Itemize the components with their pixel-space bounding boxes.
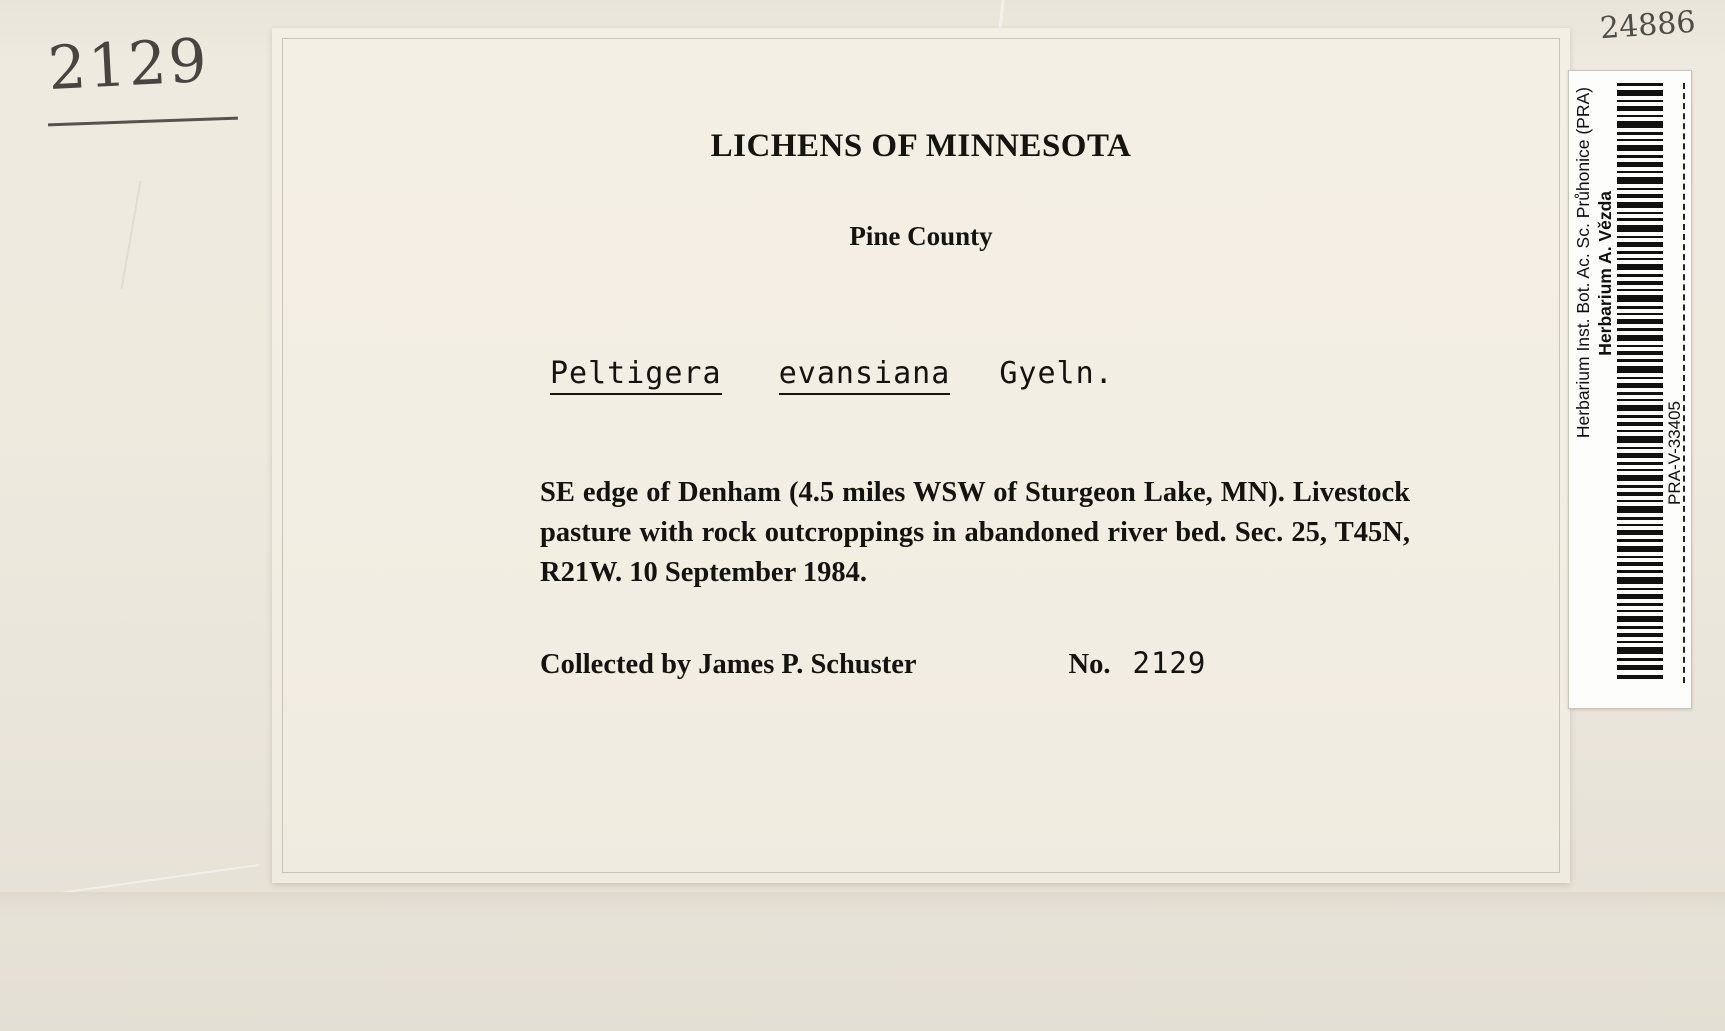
handwritten-collection-number: 2129 [46,25,211,105]
paper-crease-left [120,181,141,290]
label-county: Pine County [849,221,993,251]
perforation-line [1683,83,1685,683]
barcode-icon [1617,83,1663,683]
paper-crease-top [998,0,1004,30]
label-content [272,28,1570,883]
label-title: LICHENS OF MINNESOTA [710,128,1132,164]
collector-row [540,646,1420,681]
taxon-author: Gyeln. [999,356,1114,391]
collection-number-value: 2129 [1132,645,1207,680]
handwritten-underline [48,117,238,127]
barcode-sticker [1568,70,1692,709]
taxon-name-line [550,356,1420,391]
herbarium-label-card [272,28,1570,883]
barcode-herbarium-text: Herbarium A. Vězda [1595,191,1615,356]
scan-bottom-edge [0,892,1725,1031]
collection-number-label: No. [1068,648,1111,680]
taxon-species: evansiana [779,356,951,395]
habitat-and-locality-text: SE edge of Denham (4.5 miles WSW of Sturgeon Lake, MN). Livestock pasture with rock outcroppings in abandoned river bed. Sec. 25, T45N, R21W. 10 September 1984. [540,477,1410,589]
collector-name: Collected by James P. Schuster [540,648,917,680]
taxon-genus: Peltigera [550,356,722,395]
handwritten-accession-number: 24886 [1598,4,1697,47]
barcode-code-text: PRA-V-33405 [1665,401,1684,505]
taxon-space [741,356,760,391]
barcode-institution-text: Herbarium Inst. Bot. Ac. Sc. Průhonice (PRA) [1573,87,1593,439]
